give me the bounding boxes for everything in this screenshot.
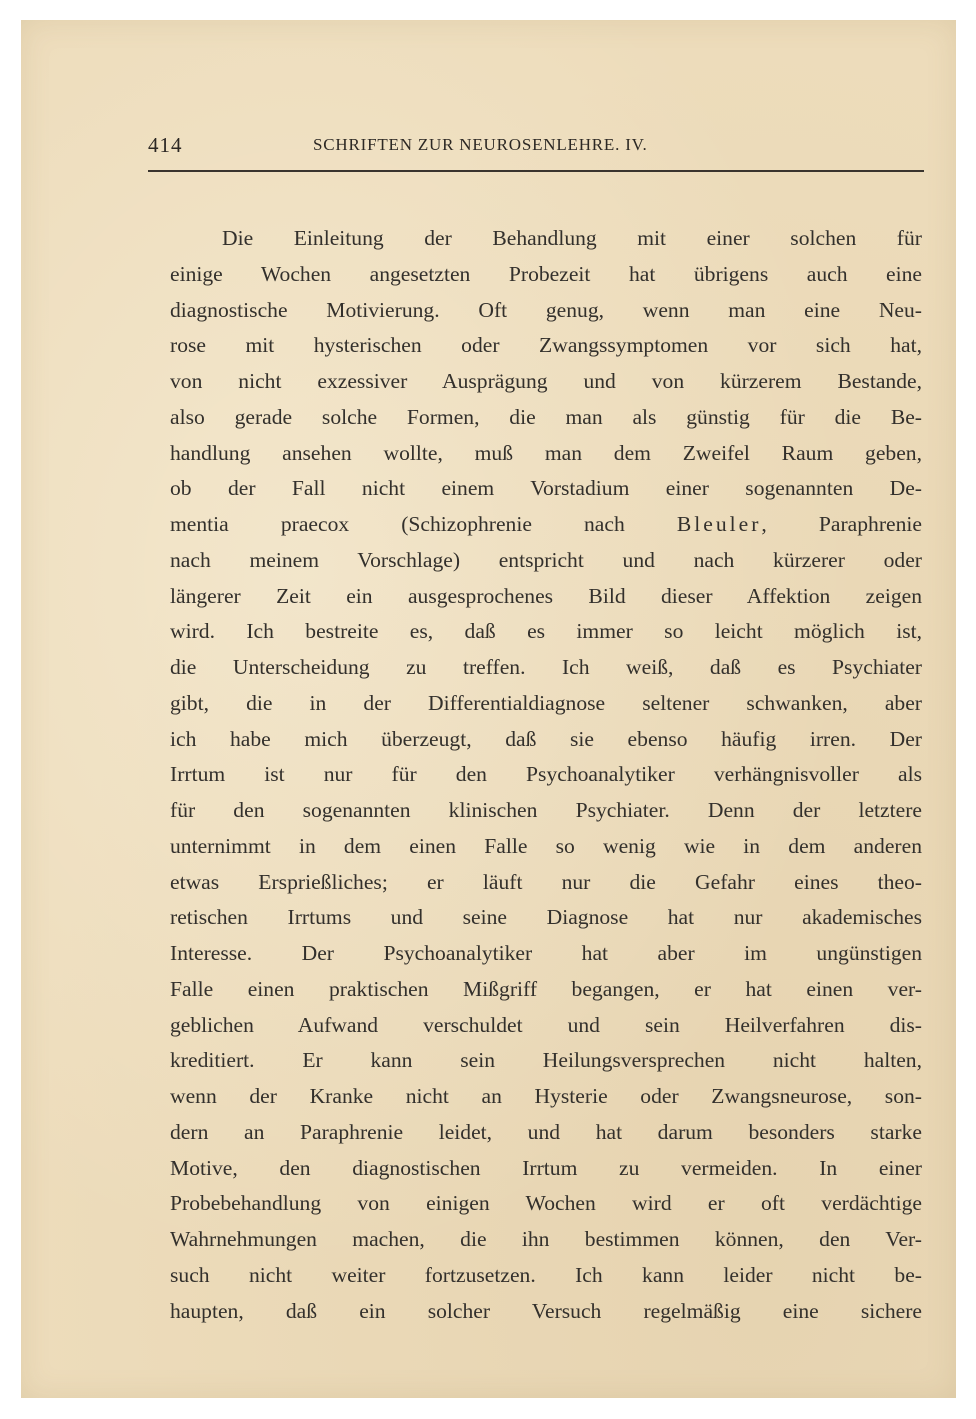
text-line: etwas Ersprießliches; er läuft nur die Gefahr eines theo- bbox=[170, 869, 922, 894]
text-line: retischen Irrtums und seine Diagnose hat nur akademisches bbox=[170, 905, 922, 930]
text-line: such nicht weiter fortzusetzen. Ich kann leider nicht be- bbox=[170, 1262, 922, 1287]
text-line: ich habe mich überzeugt, daß sie ebenso häufig irren. Der bbox=[170, 726, 922, 751]
text-line: ob der Fall nicht einem Vorstadium einer sogenannten De- bbox=[170, 476, 922, 501]
text-line: haupten, daß ein solcher Versuch regelmäßig eine sichere bbox=[170, 1298, 922, 1323]
text-line: einige Wochen angesetzten Probezeit hat übrigens auch eine bbox=[170, 261, 922, 286]
text-line: Probebehandlung von einigen Wochen wird er oft verdächtige bbox=[170, 1191, 922, 1216]
spaced-name: Bleuler bbox=[676, 512, 762, 536]
text-line: Motive, den diagnostischen Irrtum zu vermeiden. In einer bbox=[170, 1155, 922, 1180]
text-line: wenn der Kranke nicht an Hysterie oder Zwangsneurose, son- bbox=[170, 1084, 922, 1108]
text-line: die Unterscheidung zu treffen. Ich weiß, daß es Psychiater bbox=[170, 655, 922, 679]
line-text: , Paraphrenie bbox=[761, 512, 923, 536]
page-number: 414 bbox=[148, 133, 183, 157]
running-header bbox=[148, 133, 924, 169]
text-line: nach meinem Vorschlage) entspricht und nach kürzerer oder bbox=[170, 547, 922, 572]
text-line: Die Einleitung der Behandlung mit einer solchen für bbox=[222, 226, 922, 250]
body-paragraph bbox=[170, 221, 922, 1329]
line-text: mentia praecox (Schizophrenie nach bbox=[170, 512, 625, 536]
text-line: gibt, die in der Differentialdiagnose seltener schwanken, aber bbox=[170, 690, 922, 715]
text-line: geblichen Aufwand verschuldet und sein Heilverfahren dis- bbox=[170, 1012, 922, 1037]
text-line: Interesse. Der Psychoanalytiker hat aber im ungünstigen bbox=[170, 941, 922, 965]
text-line: kreditiert. Er kann sein Heilungsversprechen nicht halten, bbox=[170, 1048, 922, 1073]
text-line: Irrtum ist nur für den Psychoanalytiker verhängnisvoller als bbox=[170, 762, 922, 787]
text-line: rose mit hysterischen oder Zwangssymptomen vor sich hat, bbox=[170, 333, 922, 358]
book-page bbox=[21, 20, 956, 1398]
text-line: also gerade solche Formen, die man als günstig für die Be- bbox=[170, 404, 922, 429]
text-line: wird. Ich bestreite es, daß es immer so leicht möglich ist, bbox=[170, 619, 922, 644]
text-line bbox=[170, 507, 922, 543]
text-line: unternimmt in dem einen Falle so wenig wie in dem anderen bbox=[170, 833, 922, 858]
text-line: Wahrnehmungen machen, die ihn bestimmen können, den Ver- bbox=[170, 1227, 922, 1251]
text-line: längerer Zeit ein ausgesprochenes Bild dieser Affektion zeigen bbox=[170, 583, 922, 608]
text-line: handlung ansehen wollte, muß man dem Zweifel Raum geben, bbox=[170, 440, 922, 465]
text-line: von nicht exzessiver Ausprägung und von kürzerem Bestande, bbox=[170, 369, 922, 393]
running-title: SCHRIFTEN ZUR NEUROSENLEHRE. IV. bbox=[313, 135, 648, 154]
text-line: Falle einen praktischen Mißgriff begangen, er hat einen ver- bbox=[170, 976, 922, 1001]
text-line: diagnostische Motivierung. Oft genug, wenn man eine Neu- bbox=[170, 297, 922, 322]
text-line: dern an Paraphrenie leidet, und hat darum besonders starke bbox=[170, 1119, 922, 1144]
text-line: für den sogenannten klinischen Psychiater. Denn der letztere bbox=[170, 798, 922, 822]
header-rule bbox=[148, 170, 924, 172]
